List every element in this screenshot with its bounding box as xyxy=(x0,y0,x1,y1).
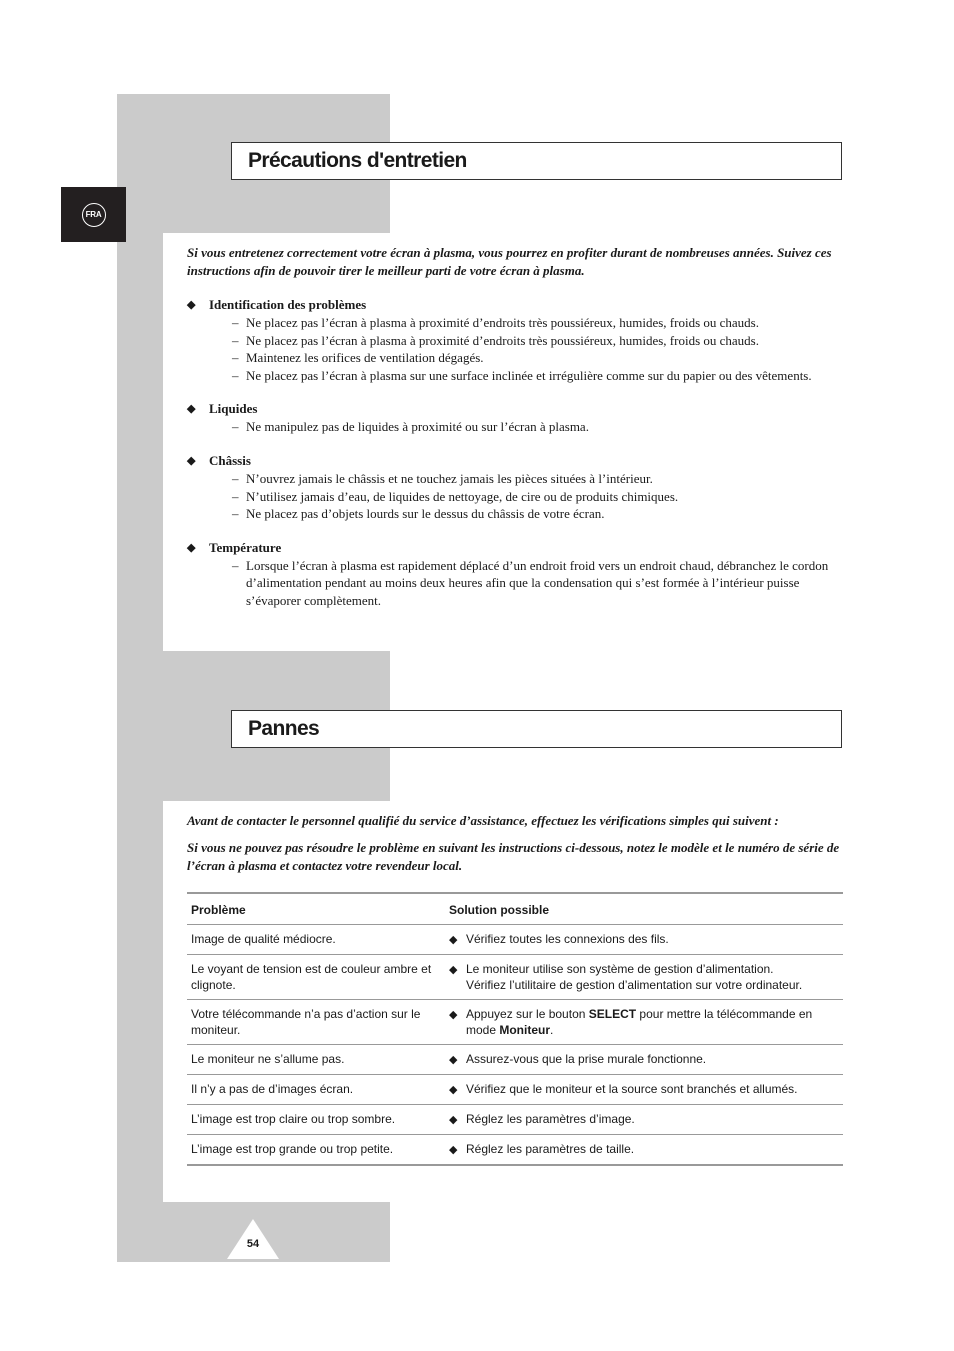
solution-line: Vérifiez l’utilitaire de gestion d’alimentation sur votre ordinateur. xyxy=(466,978,803,992)
troubleshooting-table xyxy=(187,892,843,1166)
moniteur-keyword: Moniteur xyxy=(499,1023,551,1037)
solution-text xyxy=(466,1006,839,1038)
select-keyword: SELECT xyxy=(588,1007,637,1021)
diamond-bullet-icon: ◆ xyxy=(449,1144,458,1156)
table-header-row xyxy=(187,893,843,925)
language-tab xyxy=(61,187,126,242)
solution-text: Assurez-vous que la prise murale fonctionne. xyxy=(466,1052,707,1066)
problem-cell: Image de qualité médiocre. xyxy=(187,925,445,955)
solution-cell xyxy=(445,1045,843,1075)
solution-fragment: Appuyez sur le bouton xyxy=(466,1007,589,1021)
group-identification xyxy=(187,296,847,384)
section-pannes-intro xyxy=(187,812,847,875)
problem-cell: Le voyant de tension est de couleur ambre et clignote. xyxy=(187,955,445,1000)
table-row xyxy=(187,1045,843,1075)
problem-cell: Il n’y a pas de d’images écran. xyxy=(187,1075,445,1105)
table-row xyxy=(187,1000,843,1045)
list-item: – Ne placez pas d’objets lourds sur le dessus du châssis de votre écran. xyxy=(232,505,847,523)
diamond-bullet-icon: ◆ xyxy=(187,299,196,311)
solution-text: Réglez les paramètres d’image. xyxy=(466,1112,635,1126)
group-heading: Châssis xyxy=(209,452,251,468)
list-item: – N’utilisez jamais d’eau, de liquides de nettoyage, de cire ou de produits chimiques. xyxy=(232,488,847,506)
list-item: – Maintenez les orifices de ventilation dégagés. xyxy=(232,349,847,367)
section-title-entretien: Précautions d'entretien xyxy=(231,142,842,180)
solution-text xyxy=(466,961,802,993)
group-temperature xyxy=(187,539,847,610)
list-item: – Ne placez pas l’écran à plasma sur une surface inclinée et irrégulière comme sur du papier ou des vêtements. xyxy=(232,367,847,385)
intro-text: Si vous ne pouvez pas résoudre le problème en suivant les instructions ci-dessous, notez le modèle et le numéro de série de l’écran à plasma et contactez votre revendeur local. xyxy=(187,840,840,873)
language-badge: FRA xyxy=(82,203,106,227)
column-header-solution: Solution possible xyxy=(445,893,843,925)
table-row xyxy=(187,1075,843,1105)
solution-fragment: . xyxy=(550,1023,554,1037)
problem-cell: Votre télécommande n’a pas d’action sur le moniteur. xyxy=(187,1000,445,1045)
list-item: – Ne placez pas l’écran à plasma à proximité d’endroits très poussiéreux, humides, froids ou chauds. xyxy=(232,332,847,350)
solution-fragment: pour mettre la télécommande en mode xyxy=(466,1007,813,1037)
solution-cell xyxy=(445,925,843,955)
diamond-bullet-icon: ◆ xyxy=(449,964,458,976)
diamond-bullet-icon: ◆ xyxy=(449,934,458,946)
problem-cell: L’image est trop grande ou trop petite. xyxy=(191,1142,394,1156)
table-row xyxy=(187,1105,843,1135)
diamond-bullet-icon: ◆ xyxy=(187,403,196,416)
table-row xyxy=(187,1135,843,1166)
list-item: – N’ouvrez jamais le châssis et ne touchez jamais les pièces situées à l’intérieur. xyxy=(232,470,847,488)
solution-text: Vérifiez toutes les connexions des fils. xyxy=(466,932,669,946)
solution-cell xyxy=(445,1105,843,1135)
diamond-bullet-icon: ◆ xyxy=(449,1009,458,1021)
table-row xyxy=(187,955,843,1000)
problem-cell: Le moniteur ne s’allume pas. xyxy=(187,1045,445,1075)
group-heading: Température xyxy=(209,539,282,555)
solution-line: Le moniteur utilise son système de gestion d’alimentation. xyxy=(466,962,774,976)
intro-text: Si vous entretenez correctement votre écran à plasma, vous pourrez en profiter durant de nombreuses années. Suivez ces instructions afin de pouvoir tirer le meilleur parti de votre écran à plasma. xyxy=(187,245,832,278)
intro-text: Avant de contacter le personnel qualifié du service d’assistance, effectuez les vérifications simples qui suivent : xyxy=(187,813,779,828)
diamond-bullet-icon: ◆ xyxy=(449,1084,458,1096)
section-entretien-content xyxy=(187,244,847,610)
column-header-problem: Problème xyxy=(187,893,445,925)
table-row xyxy=(187,925,843,955)
problem-cell: L’image est trop claire ou trop sombre. xyxy=(187,1105,445,1135)
diamond-bullet-icon: ◆ xyxy=(187,454,196,467)
section-title-pannes: Pannes xyxy=(231,710,842,748)
list-item: – Ne placez pas l’écran à plasma à proximité d’endroits très poussiéreux, humides, froids ou chauds. xyxy=(232,314,847,332)
solution-cell xyxy=(445,1135,843,1166)
diamond-bullet-icon: ◆ xyxy=(449,1114,458,1126)
group-liquides xyxy=(187,400,847,436)
solution-text: Réglez les paramètres de taille. xyxy=(466,1142,635,1156)
group-heading: Liquides xyxy=(209,401,258,417)
list-item: – Lorsque l’écran à plasma est rapidement déplacé d’un endroit froid vers un endroit chaud, débranchez le cordon d’alimentation pendant au moins deux heures afin que la condensation qui s’est formée à l’intérieur puisse s’évaporer complètement. xyxy=(232,557,847,610)
diamond-bullet-icon: ◆ xyxy=(449,1054,458,1066)
solution-text: Vérifiez que le moniteur et la source sont branchés et allumés. xyxy=(466,1082,798,1096)
group-heading: Identification des problèmes xyxy=(209,297,367,312)
diamond-bullet-icon: ◆ xyxy=(187,541,196,554)
solution-cell xyxy=(445,1075,843,1105)
page-number: 54 xyxy=(246,1238,260,1250)
solution-cell xyxy=(445,1000,843,1045)
solution-cell xyxy=(445,955,843,1000)
list-item: – Ne manipulez pas de liquides à proximité ou sur l’écran à plasma. xyxy=(232,418,847,436)
group-chassis xyxy=(187,452,847,523)
